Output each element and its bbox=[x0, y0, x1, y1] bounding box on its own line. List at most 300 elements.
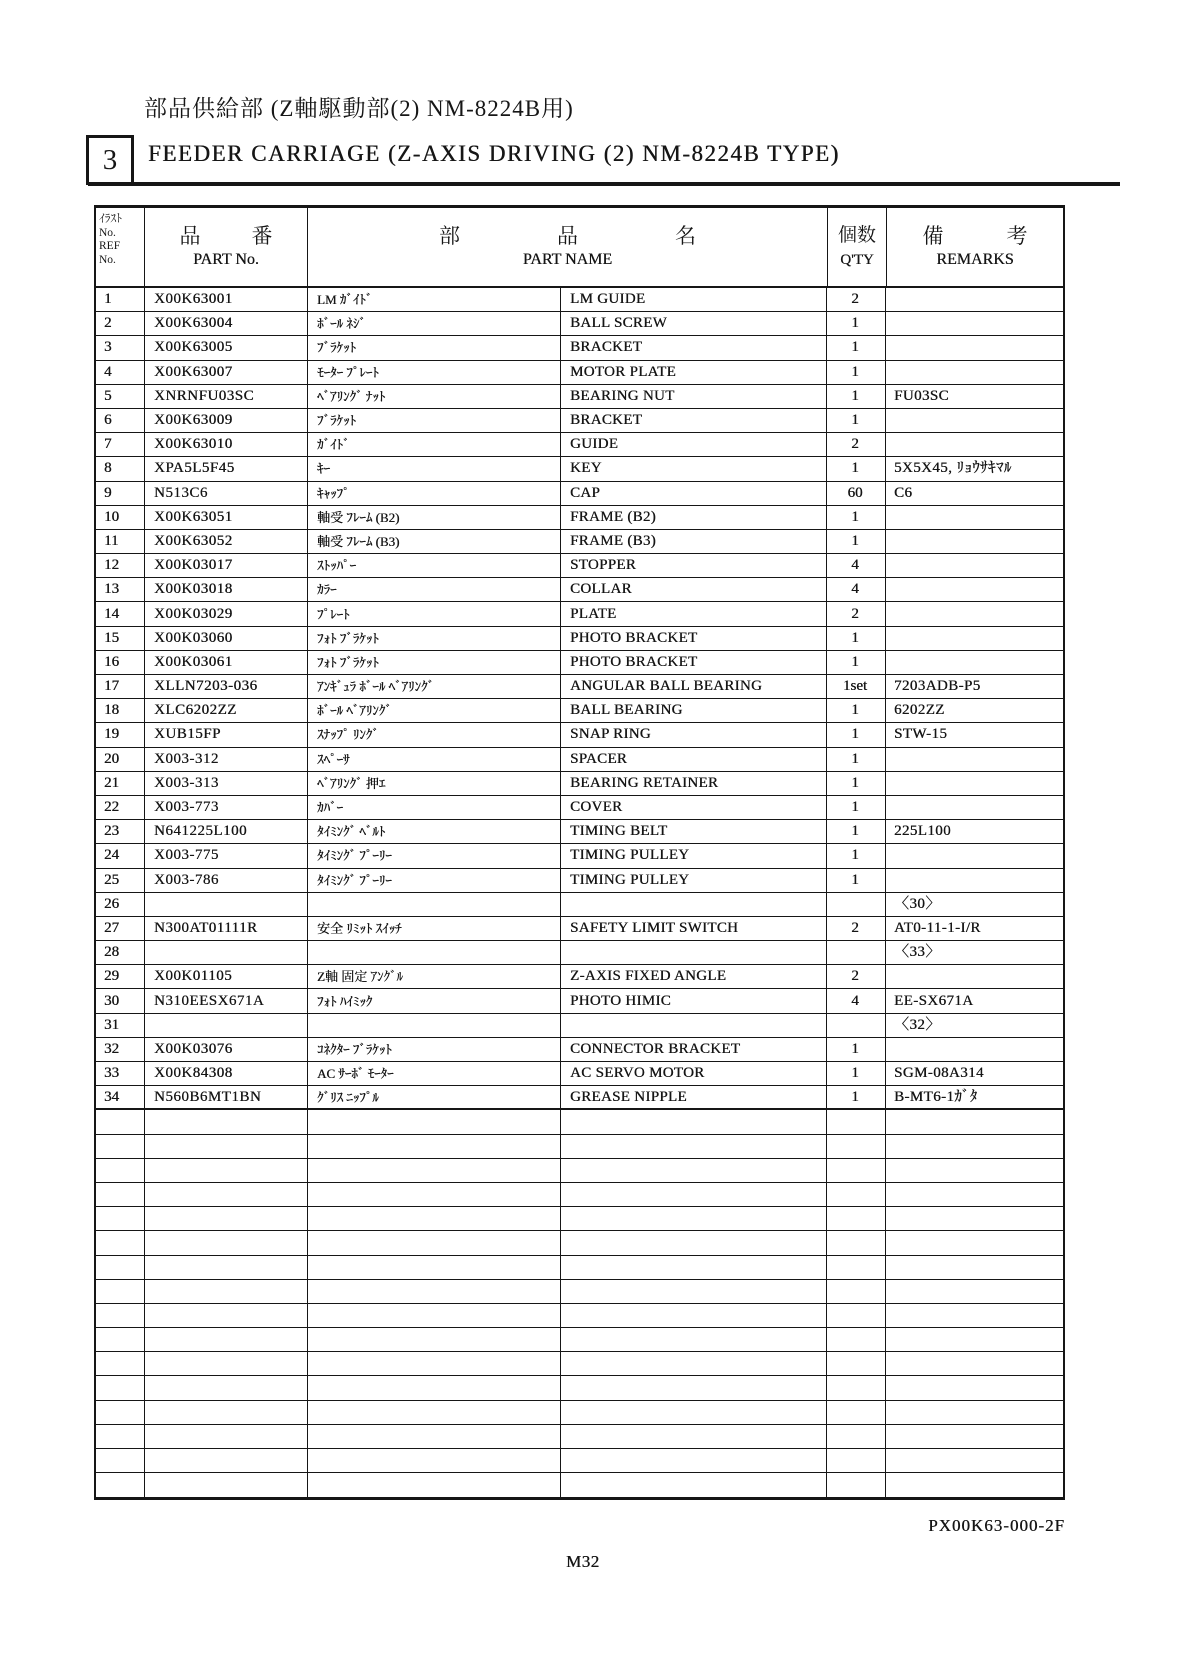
cell-remarks bbox=[885, 844, 1063, 867]
cell-part-name-en bbox=[560, 941, 826, 964]
cell-part-name-en: TIMING BELT bbox=[560, 820, 826, 843]
cell-part-name-en: MOTOR PLATE bbox=[560, 361, 826, 384]
cell-part-no: XPA5L5F45 bbox=[144, 457, 307, 480]
cell-part-name-jp bbox=[307, 1014, 560, 1037]
table-row bbox=[96, 844, 1063, 868]
cell-part-name-jp bbox=[307, 1401, 560, 1424]
cell-qty: 2 bbox=[826, 917, 885, 940]
cell-part-no: X00K63007 bbox=[144, 361, 307, 384]
header-qty-en: Q'TY bbox=[840, 252, 874, 268]
cell-ref-no bbox=[96, 1304, 144, 1327]
cell-part-name-en bbox=[560, 1183, 826, 1206]
cell-qty bbox=[826, 1328, 885, 1351]
cell-remarks bbox=[885, 1135, 1063, 1158]
cell-part-name-jp bbox=[307, 893, 560, 916]
cell-part-no bbox=[144, 1328, 307, 1351]
header-remarks-en: REMARKS bbox=[936, 251, 1014, 268]
table-row bbox=[96, 1110, 1063, 1134]
cell-qty: 2 bbox=[826, 433, 885, 456]
cell-qty: 1 bbox=[826, 385, 885, 408]
cell-ref-no bbox=[96, 1231, 144, 1254]
table-row bbox=[96, 1304, 1063, 1328]
cell-ref-no bbox=[96, 1401, 144, 1424]
cell-part-no bbox=[144, 1449, 307, 1472]
table-row bbox=[96, 627, 1063, 651]
cell-remarks bbox=[885, 1449, 1063, 1472]
cell-qty bbox=[826, 1280, 885, 1303]
cell-part-name-jp bbox=[307, 1231, 560, 1254]
cell-remarks bbox=[885, 1280, 1063, 1303]
cell-qty bbox=[826, 1183, 885, 1206]
cell-part-no bbox=[144, 941, 307, 964]
cell-qty: 1 bbox=[826, 699, 885, 722]
cell-ref-no: 32 bbox=[104, 1040, 119, 1057]
cell-part-name-jp: ﾀｲﾐﾝｸﾞ ﾌﾟｰﾘｰ bbox=[307, 844, 560, 867]
cell-part-name-en: STOPPER bbox=[560, 554, 826, 577]
cell-part-no bbox=[144, 1110, 307, 1133]
cell-qty: 1 bbox=[826, 772, 885, 795]
cell-remarks bbox=[885, 772, 1063, 795]
cell-ref-no: 27 bbox=[104, 919, 119, 936]
cell-part-name-en bbox=[560, 1376, 826, 1399]
cell-ref-no: 5 bbox=[104, 387, 112, 404]
cell-qty: 4 bbox=[826, 989, 885, 1012]
cell-qty: 4 bbox=[826, 554, 885, 577]
cell-part-name-jp: 軸受 ﾌﾚｰﾑ (B3) bbox=[307, 530, 560, 553]
cell-part-no bbox=[144, 1376, 307, 1399]
header-remarks-jp: 備 考 bbox=[922, 224, 1049, 248]
cell-part-name-jp: ﾍﾞｱﾘﾝｸﾞ ﾅｯﾄ bbox=[307, 385, 560, 408]
cell-part-name-jp bbox=[307, 1110, 560, 1133]
header-qty bbox=[827, 208, 886, 286]
document-number: PX00K63-000-2F bbox=[928, 1516, 1065, 1535]
cell-qty: 60 bbox=[826, 482, 885, 505]
cell-qty bbox=[826, 1159, 885, 1182]
cell-part-no bbox=[144, 1473, 307, 1497]
cell-remarks bbox=[885, 1401, 1063, 1424]
cell-part-name-en bbox=[560, 1110, 826, 1133]
cell-part-name-jp: 安全 ﾘﾐｯﾄ ｽｲｯﾁ bbox=[307, 917, 560, 940]
cell-part-name-en: SNAP RING bbox=[560, 723, 826, 746]
cell-part-name-jp: ｶﾞｲﾄﾞ bbox=[307, 433, 560, 456]
cell-remarks bbox=[885, 1473, 1063, 1497]
cell-part-no bbox=[144, 1014, 307, 1037]
cell-remarks bbox=[885, 1376, 1063, 1399]
cell-ref-no: 20 bbox=[104, 750, 119, 767]
cell-part-no bbox=[144, 1159, 307, 1182]
cell-qty bbox=[826, 1231, 885, 1254]
header-remarks bbox=[886, 208, 1063, 286]
cell-ref-no: 30 bbox=[104, 992, 119, 1009]
cell-part-name-jp bbox=[307, 1425, 560, 1448]
cell-remarks: 〈33〉 bbox=[885, 941, 1063, 964]
cell-part-no: XLC6202ZZ bbox=[144, 699, 307, 722]
cell-qty: 1 bbox=[826, 820, 885, 843]
cell-part-no: X00K63001 bbox=[144, 288, 307, 311]
cell-ref-no: 29 bbox=[104, 968, 119, 985]
cell-qty: 2 bbox=[826, 288, 885, 311]
cell-part-no: X00K01105 bbox=[144, 965, 307, 988]
cell-part-no bbox=[144, 1425, 307, 1448]
cell-part-name-jp: ﾌｫﾄ ﾌﾞﾗｹｯﾄ bbox=[307, 651, 560, 674]
cell-remarks: 7203ADB-P5 bbox=[885, 675, 1063, 698]
cell-ref-no: 14 bbox=[104, 605, 119, 622]
cell-remarks bbox=[885, 651, 1063, 674]
cell-remarks: B-MT6-1ｶﾞﾀ bbox=[885, 1086, 1063, 1108]
cell-qty: 1 bbox=[826, 869, 885, 892]
cell-ref-no bbox=[96, 1207, 144, 1230]
cell-qty bbox=[826, 1449, 885, 1472]
cell-ref-no: 12 bbox=[104, 557, 119, 574]
table-row bbox=[96, 893, 1063, 917]
cell-ref-no: 33 bbox=[104, 1065, 119, 1082]
cell-part-name-jp bbox=[307, 1449, 560, 1472]
cell-part-no: X00K84308 bbox=[144, 1062, 307, 1085]
header-ref-line1: ｲﾗｽﾄ bbox=[99, 213, 122, 225]
cell-qty: 1 bbox=[826, 409, 885, 432]
cell-part-name-jp bbox=[307, 1473, 560, 1497]
cell-part-name-en: GREASE NIPPLE bbox=[560, 1086, 826, 1108]
cell-ref-no: 8 bbox=[104, 460, 112, 477]
cell-ref-no: 16 bbox=[104, 653, 119, 670]
cell-qty: 1 bbox=[826, 1038, 885, 1061]
cell-qty bbox=[826, 1401, 885, 1424]
cell-part-name-en bbox=[560, 1159, 826, 1182]
table-row bbox=[96, 917, 1063, 941]
cell-part-name-en: ANGULAR BALL BEARING bbox=[560, 675, 826, 698]
table-row bbox=[96, 482, 1063, 506]
cell-remarks: 5X5X45, ﾘｮｳｻｷﾏﾙ bbox=[885, 457, 1063, 480]
cell-part-name-en bbox=[560, 893, 826, 916]
cell-remarks bbox=[885, 1207, 1063, 1230]
cell-part-name-jp bbox=[307, 1256, 560, 1279]
table-row bbox=[96, 1086, 1063, 1110]
header-ref-line3: REF bbox=[99, 240, 121, 252]
table-row bbox=[96, 336, 1063, 360]
cell-qty bbox=[826, 1352, 885, 1375]
cell-part-name-en: FRAME (B3) bbox=[560, 530, 826, 553]
header-part-no-en: PART No. bbox=[193, 251, 259, 268]
cell-qty: 1 bbox=[826, 844, 885, 867]
cell-remarks bbox=[885, 1110, 1063, 1133]
cell-part-name-en: TIMING PULLEY bbox=[560, 869, 826, 892]
cell-ref-no: 28 bbox=[104, 944, 119, 961]
table-row bbox=[96, 723, 1063, 747]
cell-qty: 4 bbox=[826, 578, 885, 601]
cell-qty: 1 bbox=[826, 796, 885, 819]
cell-qty: 1 bbox=[826, 530, 885, 553]
cell-part-name-en: PHOTO HIMIC bbox=[560, 989, 826, 1012]
cell-remarks: 〈30〉 bbox=[885, 893, 1063, 916]
cell-part-name-en: CAP bbox=[560, 482, 826, 505]
cell-part-name-jp bbox=[307, 941, 560, 964]
cell-qty: 1 bbox=[826, 723, 885, 746]
cell-remarks bbox=[885, 748, 1063, 771]
cell-part-name-jp: ﾌﾞﾗｹｯﾄ bbox=[307, 409, 560, 432]
cell-ref-no: 34 bbox=[104, 1088, 119, 1105]
cell-part-name-jp: ｽﾄｯﾊﾟｰ bbox=[307, 554, 560, 577]
cell-part-no bbox=[144, 1207, 307, 1230]
cell-remarks bbox=[885, 336, 1063, 359]
cell-part-name-en: AC SERVO MOTOR bbox=[560, 1062, 826, 1085]
cell-part-no bbox=[144, 1231, 307, 1254]
table-row bbox=[96, 1062, 1063, 1086]
cell-ref-no: 15 bbox=[104, 629, 119, 646]
cell-part-name-jp bbox=[307, 1135, 560, 1158]
cell-part-name-en bbox=[560, 1135, 826, 1158]
cell-part-name-jp bbox=[307, 1159, 560, 1182]
table-row bbox=[96, 1014, 1063, 1038]
cell-ref-no bbox=[96, 1135, 144, 1158]
page-title-english: FEEDER CARRIAGE (Z-AXIS DRIVING (2) NM-8224B TYPE) bbox=[148, 141, 840, 166]
cell-part-name-jp bbox=[307, 1304, 560, 1327]
cell-part-name-jp: ｷｰ bbox=[307, 457, 560, 480]
cell-part-no bbox=[144, 1183, 307, 1206]
table-row bbox=[96, 1328, 1063, 1352]
cell-part-name-en: BEARING NUT bbox=[560, 385, 826, 408]
cell-part-name-en bbox=[560, 1256, 826, 1279]
cell-part-name-en: LM GUIDE bbox=[560, 288, 826, 311]
cell-part-no: XUB15FP bbox=[144, 723, 307, 746]
cell-part-name-jp: ﾌｫﾄ ﾌﾞﾗｹｯﾄ bbox=[307, 627, 560, 650]
header-ref-line2: No. bbox=[99, 226, 116, 239]
cell-qty bbox=[826, 1207, 885, 1230]
cell-ref-no: 21 bbox=[104, 774, 119, 791]
table-row bbox=[96, 554, 1063, 578]
table-row bbox=[96, 820, 1063, 844]
table-row bbox=[96, 1183, 1063, 1207]
table-row bbox=[96, 385, 1063, 409]
cell-part-name-en bbox=[560, 1401, 826, 1424]
cell-part-name-en bbox=[560, 1207, 826, 1230]
cell-remarks bbox=[885, 602, 1063, 625]
cell-qty: 1 bbox=[826, 457, 885, 480]
cell-part-name-en bbox=[560, 1231, 826, 1254]
cell-part-name-en: GUIDE bbox=[560, 433, 826, 456]
table-row bbox=[96, 602, 1063, 626]
cell-part-name-jp: ｱﾝｷﾞｭﾗ ﾎﾞｰﾙ ﾍﾞｱﾘﾝｸﾞ bbox=[307, 675, 560, 698]
cell-part-name-jp: ｶﾊﾞｰ bbox=[307, 796, 560, 819]
cell-part-no: X00K03017 bbox=[144, 554, 307, 577]
cell-part-no bbox=[144, 893, 307, 916]
cell-qty: 1 bbox=[826, 1062, 885, 1085]
table-row bbox=[96, 989, 1063, 1013]
cell-qty bbox=[826, 1256, 885, 1279]
table-row bbox=[96, 1449, 1063, 1473]
table-row bbox=[96, 1256, 1063, 1280]
cell-part-no: XLLN7203-036 bbox=[144, 675, 307, 698]
table-row bbox=[96, 796, 1063, 820]
header-ref-line4: No. bbox=[99, 253, 116, 266]
cell-part-name-jp: ﾌｫﾄ ﾊｲﾐｯｸ bbox=[307, 989, 560, 1012]
cell-part-no: X00K03061 bbox=[144, 651, 307, 674]
table-row bbox=[96, 361, 1063, 385]
cell-remarks: STW-15 bbox=[885, 723, 1063, 746]
header-part-name-jp: 部 品 名 bbox=[439, 224, 734, 248]
cell-ref-no bbox=[96, 1183, 144, 1206]
cell-qty: 1 bbox=[826, 336, 885, 359]
cell-part-name-jp: ﾎﾞｰﾙ ﾍﾞｱﾘﾝｸﾞ bbox=[307, 699, 560, 722]
cell-ref-no: 11 bbox=[104, 532, 119, 549]
page-number: M32 bbox=[566, 1552, 600, 1571]
cell-part-name-en: BRACKET bbox=[560, 409, 826, 432]
cell-remarks bbox=[885, 796, 1063, 819]
parts-table bbox=[94, 205, 1065, 1500]
cell-part-name-jp: ﾀｲﾐﾝｸﾞ ﾍﾞﾙﾄ bbox=[307, 820, 560, 843]
cell-ref-no bbox=[96, 1449, 144, 1472]
cell-part-no: X00K63004 bbox=[144, 312, 307, 335]
cell-part-name-jp bbox=[307, 1207, 560, 1230]
cell-qty: 1 bbox=[826, 1086, 885, 1108]
cell-ref-no bbox=[96, 1159, 144, 1182]
section-number: 3 bbox=[102, 143, 118, 176]
cell-part-name-jp: ｽﾍﾟｰｻ bbox=[307, 748, 560, 771]
cell-remarks bbox=[885, 1159, 1063, 1182]
cell-part-name-jp: AC ｻｰﾎﾞ ﾓｰﾀｰ bbox=[307, 1062, 560, 1085]
table-row bbox=[96, 772, 1063, 796]
cell-part-no: X003-773 bbox=[144, 796, 307, 819]
cell-part-no: N560B6MT1BN bbox=[144, 1086, 307, 1108]
cell-part-no: XNRNFU03SC bbox=[144, 385, 307, 408]
cell-part-name-en: SPACER bbox=[560, 748, 826, 771]
cell-ref-no bbox=[96, 1256, 144, 1279]
cell-part-name-jp: ﾀｲﾐﾝｸﾞ ﾌﾟｰﾘｰ bbox=[307, 869, 560, 892]
header-part-name bbox=[307, 208, 827, 286]
table-row bbox=[96, 1231, 1063, 1255]
cell-part-no bbox=[144, 1280, 307, 1303]
cell-ref-no: 17 bbox=[104, 678, 119, 695]
cell-part-no: X003-786 bbox=[144, 869, 307, 892]
cell-part-no: X00K63052 bbox=[144, 530, 307, 553]
cell-part-no: X003-775 bbox=[144, 844, 307, 867]
cell-part-name-jp: ﾌﾞﾗｹｯﾄ bbox=[307, 336, 560, 359]
table-row bbox=[96, 869, 1063, 893]
table-row bbox=[96, 941, 1063, 965]
cell-qty bbox=[826, 1376, 885, 1399]
cell-ref-no: 22 bbox=[104, 799, 119, 816]
cell-ref-no: 10 bbox=[104, 508, 119, 525]
cell-part-no: X00K03018 bbox=[144, 578, 307, 601]
cell-remarks bbox=[885, 1183, 1063, 1206]
cell-qty bbox=[826, 1135, 885, 1158]
cell-part-name-jp: ｶﾗｰ bbox=[307, 578, 560, 601]
cell-remarks bbox=[885, 506, 1063, 529]
cell-qty: 1 bbox=[826, 651, 885, 674]
cell-part-no: N641225L100 bbox=[144, 820, 307, 843]
cell-qty bbox=[826, 1014, 885, 1037]
cell-part-no: X00K63010 bbox=[144, 433, 307, 456]
cell-part-name-en: PHOTO BRACKET bbox=[560, 651, 826, 674]
cell-part-name-jp: ｺﾈｸﾀｰ ﾌﾞﾗｹｯﾄ bbox=[307, 1038, 560, 1061]
section-number-box bbox=[86, 135, 134, 185]
cell-ref-no bbox=[96, 1328, 144, 1351]
cell-part-no bbox=[144, 1401, 307, 1424]
cell-remarks bbox=[885, 1038, 1063, 1061]
cell-part-name-en: BALL BEARING bbox=[560, 699, 826, 722]
cell-part-name-jp bbox=[307, 1376, 560, 1399]
cell-part-name-en bbox=[560, 1304, 826, 1327]
cell-ref-no bbox=[96, 1110, 144, 1133]
cell-ref-no: 13 bbox=[104, 581, 119, 598]
cell-qty: 2 bbox=[826, 602, 885, 625]
parts-table-body bbox=[96, 288, 1063, 1497]
cell-ref-no: 3 bbox=[104, 339, 112, 356]
cell-part-name-en: BRACKET bbox=[560, 336, 826, 359]
cell-part-name-en: CONNECTOR BRACKET bbox=[560, 1038, 826, 1061]
table-row bbox=[96, 578, 1063, 602]
cell-remarks bbox=[885, 1328, 1063, 1351]
cell-part-name-jp: 軸受 ﾌﾚｰﾑ (B2) bbox=[307, 506, 560, 529]
cell-remarks: EE-SX671A bbox=[885, 989, 1063, 1012]
cell-part-no: X00K63009 bbox=[144, 409, 307, 432]
cell-part-no: X00K03076 bbox=[144, 1038, 307, 1061]
title-underline bbox=[88, 182, 1120, 186]
header-part-no-jp: 品 番 bbox=[179, 224, 288, 248]
cell-ref-no: 31 bbox=[104, 1016, 119, 1033]
cell-remarks bbox=[885, 554, 1063, 577]
table-row bbox=[96, 409, 1063, 433]
cell-part-name-jp: Z軸 固定 ｱﾝｸﾞﾙ bbox=[307, 965, 560, 988]
cell-qty bbox=[826, 1304, 885, 1327]
table-row bbox=[96, 457, 1063, 481]
cell-qty bbox=[826, 941, 885, 964]
cell-part-name-jp: ｷｬｯﾌﾟ bbox=[307, 482, 560, 505]
cell-part-no bbox=[144, 1352, 307, 1375]
cell-qty bbox=[826, 893, 885, 916]
table-row bbox=[96, 748, 1063, 772]
cell-qty: 2 bbox=[826, 965, 885, 988]
cell-ref-no: 9 bbox=[104, 484, 112, 501]
cell-part-no: X00K03060 bbox=[144, 627, 307, 650]
cell-part-no: N310EESX671A bbox=[144, 989, 307, 1012]
cell-part-name-jp bbox=[307, 1328, 560, 1351]
table-row bbox=[96, 675, 1063, 699]
cell-part-name-en: BALL SCREW bbox=[560, 312, 826, 335]
cell-part-name-jp: LM ｶﾞｲﾄﾞ bbox=[307, 288, 560, 311]
cell-remarks bbox=[885, 1231, 1063, 1254]
cell-remarks bbox=[885, 361, 1063, 384]
table-row bbox=[96, 1376, 1063, 1400]
cell-part-no: X003-313 bbox=[144, 772, 307, 795]
cell-part-no bbox=[144, 1135, 307, 1158]
cell-part-name-jp bbox=[307, 1352, 560, 1375]
cell-remarks: 225L100 bbox=[885, 820, 1063, 843]
cell-qty: 1 bbox=[826, 627, 885, 650]
cell-remarks: FU03SC bbox=[885, 385, 1063, 408]
table-row bbox=[96, 288, 1063, 312]
cell-part-name-en bbox=[560, 1352, 826, 1375]
cell-part-no: X003-312 bbox=[144, 748, 307, 771]
table-row bbox=[96, 699, 1063, 723]
cell-part-no: X00K63051 bbox=[144, 506, 307, 529]
cell-ref-no: 26 bbox=[104, 895, 119, 912]
cell-remarks: C6 bbox=[885, 482, 1063, 505]
cell-ref-no: 24 bbox=[104, 847, 119, 864]
cell-ref-no: 1 bbox=[104, 291, 112, 308]
cell-part-no bbox=[144, 1256, 307, 1279]
cell-part-name-en bbox=[560, 1328, 826, 1351]
cell-part-name-en: COLLAR bbox=[560, 578, 826, 601]
page-title-japanese: 部品供給部 (Z軸駆動部(2) NM-8224B用) bbox=[144, 96, 574, 121]
cell-part-name-en: PHOTO BRACKET bbox=[560, 627, 826, 650]
cell-qty: 1 bbox=[826, 748, 885, 771]
cell-part-name-en bbox=[560, 1473, 826, 1497]
header-part-name-en: PART NAME bbox=[522, 251, 613, 268]
table-row bbox=[96, 1038, 1063, 1062]
cell-part-name-en: COVER bbox=[560, 796, 826, 819]
table-row bbox=[96, 1352, 1063, 1376]
cell-qty bbox=[826, 1473, 885, 1497]
